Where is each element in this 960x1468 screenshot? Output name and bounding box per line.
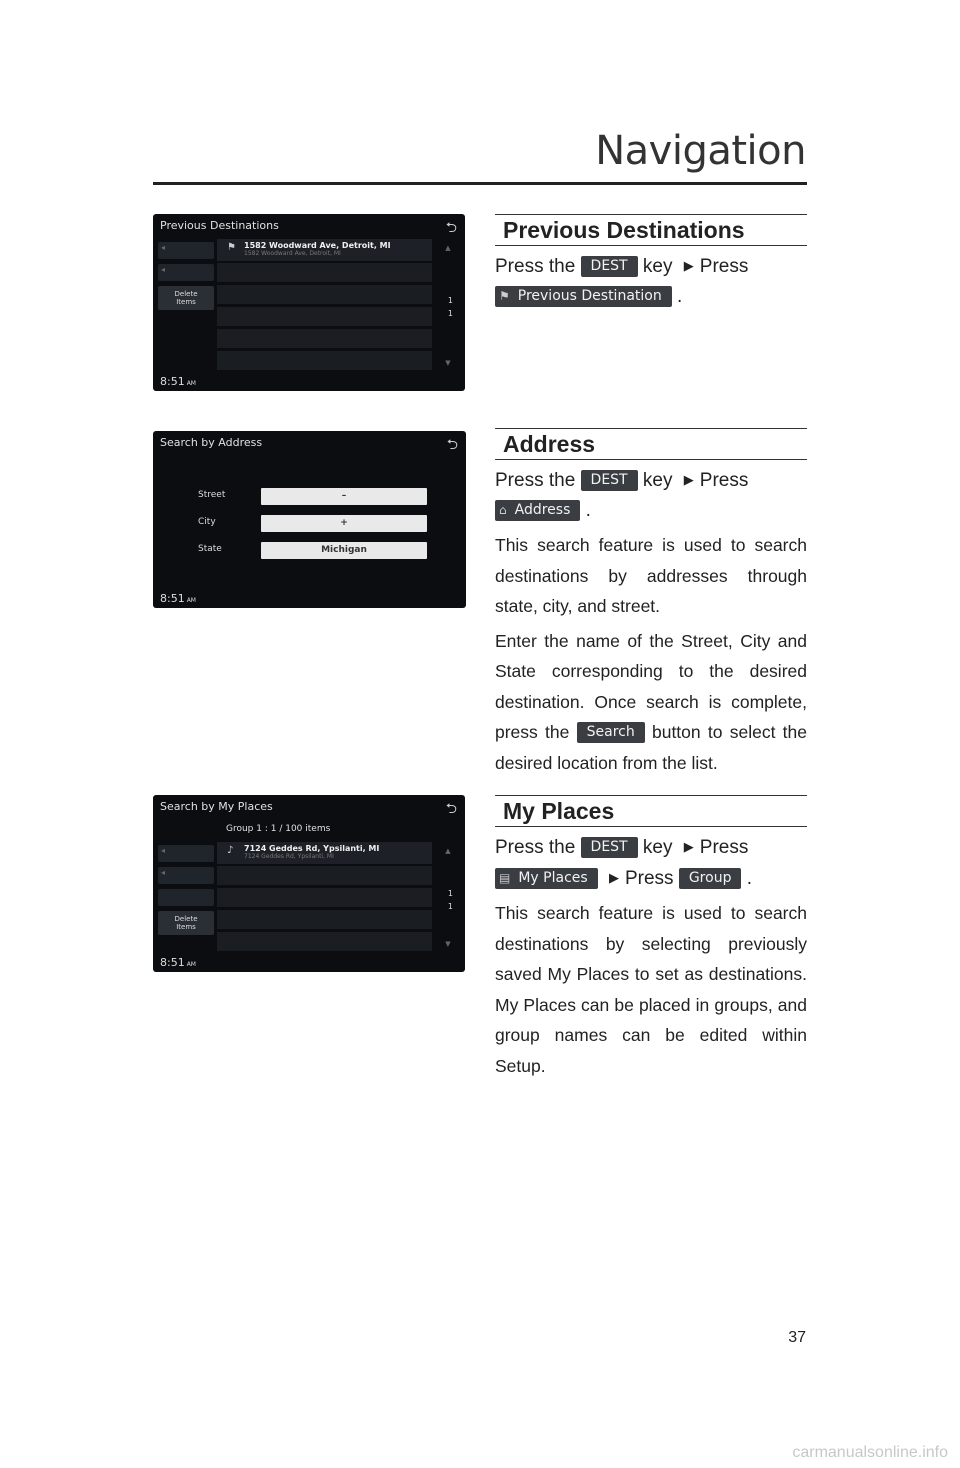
clock-ampm: AM xyxy=(186,597,196,604)
press-text: Press xyxy=(624,868,674,889)
page-number: 37 xyxy=(788,1329,806,1346)
state-field[interactable]: Michigan xyxy=(261,542,427,559)
clock xyxy=(160,592,196,605)
section-previous-destinations xyxy=(495,214,807,312)
dest-key-button: DEST xyxy=(581,256,638,277)
key-text: key xyxy=(642,470,673,491)
paragraph-text: button to select the desired location from the list. xyxy=(495,722,807,773)
screenshot-search-by-my-places xyxy=(153,795,465,972)
instruction xyxy=(495,832,807,894)
list-item[interactable] xyxy=(217,866,432,885)
list-item-subtitle: 7124 Geddes Rd, Ypsilanti, MI xyxy=(244,853,334,860)
list-item[interactable] xyxy=(217,329,432,348)
side-button[interactable] xyxy=(158,889,214,906)
paragraph-text: Enter the name of the Street, City and State corresponding to the desired destination. Once search is complete, press the xyxy=(495,630,807,742)
list-item-title: 7124 Geddes Rd, Ypsilanti, MI xyxy=(244,844,380,853)
list-item[interactable] xyxy=(217,842,432,864)
arrow-right-icon: ▶ xyxy=(683,258,694,273)
header-rule xyxy=(153,182,807,185)
clock-ampm: AM xyxy=(186,961,196,968)
period: . xyxy=(585,500,591,521)
list-item[interactable] xyxy=(217,307,432,326)
current-page: 1 xyxy=(447,296,453,305)
scroll-up-icon[interactable]: ▲ xyxy=(445,847,451,855)
press-text: Press xyxy=(699,837,749,858)
checkered-flag-icon: ⚑ xyxy=(499,289,510,303)
watermark: carmanualsonline.info xyxy=(792,1444,948,1461)
address-label: Address xyxy=(514,502,571,518)
arrow-right-icon: ▶ xyxy=(683,839,694,854)
clock-time: 8:51 xyxy=(160,375,185,388)
screen-title: Search by Address xyxy=(160,436,263,449)
delete-label: Delete xyxy=(174,915,198,923)
items-label: Items xyxy=(176,298,196,306)
list-item[interactable] xyxy=(217,932,432,951)
press-text: Press xyxy=(699,256,749,277)
press-the-text: Press the xyxy=(495,470,576,491)
instruction xyxy=(495,251,807,312)
key-text: key xyxy=(642,256,673,277)
section-heading: Address xyxy=(495,428,807,460)
current-page: 1 xyxy=(447,889,453,898)
previous-destination-button xyxy=(495,286,672,307)
key-text: key xyxy=(642,837,673,858)
back-arrow-icon[interactable]: ⮌ xyxy=(445,801,457,817)
dest-key-button: DEST xyxy=(581,470,638,491)
period: . xyxy=(677,286,683,307)
total-pages: 1 xyxy=(447,309,453,318)
dest-key-button: DEST xyxy=(581,837,638,858)
list-item[interactable] xyxy=(217,910,432,929)
clock xyxy=(160,375,196,388)
city-label: City xyxy=(198,517,216,527)
search-button: Search xyxy=(577,722,645,743)
scroll-up-icon[interactable]: ▲ xyxy=(445,244,451,252)
screenshot-search-by-address xyxy=(153,431,466,608)
street-field[interactable]: – xyxy=(261,488,427,505)
list-item[interactable] xyxy=(217,888,432,907)
home-icon: ⌂ xyxy=(499,503,507,517)
period: . xyxy=(746,868,753,889)
side-button[interactable] xyxy=(158,264,214,281)
paragraph: This search feature is used to search destinations by selecting previously saved My Places to set as destinations. My Places can be placed in groups, and group names can be edited within Setup. xyxy=(495,903,807,1076)
state-label: State xyxy=(198,544,222,554)
scroll-down-icon[interactable]: ▼ xyxy=(445,359,451,367)
screen-title: Search by My Places xyxy=(160,800,273,813)
screenshot-previous-destinations xyxy=(153,214,465,391)
list-item[interactable] xyxy=(217,263,432,282)
page-indicator xyxy=(448,887,453,913)
instruction xyxy=(495,465,807,526)
my-places-button xyxy=(495,868,598,889)
list-item[interactable] xyxy=(217,351,432,370)
previous-destination-label: Previous Destination xyxy=(517,288,662,304)
street-label: Street xyxy=(198,490,226,500)
music-note-icon: ♪ xyxy=(227,845,234,856)
section-heading: Previous Destinations xyxy=(495,214,807,246)
arrow-right-icon: ▶ xyxy=(683,472,694,487)
items-label: Items xyxy=(176,923,196,931)
checkered-flag-icon: ⚑ xyxy=(227,242,236,253)
list-item-subtitle: 1582 Woodward Ave, Detroit, MI xyxy=(244,250,341,257)
page-indicator xyxy=(448,294,453,320)
section-address xyxy=(495,428,807,778)
side-button[interactable] xyxy=(158,867,214,884)
address-button xyxy=(495,500,580,521)
arrow-right-icon: ▶ xyxy=(608,870,619,885)
clock-time: 8:51 xyxy=(160,956,185,969)
my-places-label: My Places xyxy=(518,870,588,886)
clock-ampm: AM xyxy=(186,380,196,387)
scroll-down-icon[interactable]: ▼ xyxy=(445,940,451,948)
group-button: Group xyxy=(679,868,742,889)
side-button[interactable] xyxy=(158,242,214,259)
screen-title: Previous Destinations xyxy=(160,219,279,232)
press-the-text: Press the xyxy=(495,256,576,277)
page-header-title: Navigation xyxy=(595,128,806,174)
list-item-title: 1582 Woodward Ave, Detroit, MI xyxy=(244,241,391,250)
press-text: Press xyxy=(699,470,749,491)
clock-time: 8:51 xyxy=(160,592,185,605)
list-item[interactable] xyxy=(217,285,432,304)
section-my-places xyxy=(495,795,807,1081)
back-arrow-icon[interactable]: ⮌ xyxy=(445,220,457,236)
city-field[interactable]: + xyxy=(261,515,427,532)
back-arrow-icon[interactable]: ⮌ xyxy=(446,437,458,453)
paragraph: This search feature is used to search destinations by addresses through state, city, and street. xyxy=(495,535,807,616)
folder-icon: ▤ xyxy=(499,871,511,885)
group-indicator: Group 1 : 1 / 100 items xyxy=(226,824,331,834)
total-pages: 1 xyxy=(447,902,453,911)
list-item[interactable] xyxy=(217,239,432,261)
clock xyxy=(160,956,196,969)
press-the-text: Press the xyxy=(495,837,576,858)
section-heading: My Places xyxy=(495,795,807,827)
delete-items-button[interactable] xyxy=(158,286,214,310)
side-button[interactable] xyxy=(158,845,214,862)
paragraph xyxy=(495,626,807,779)
delete-items-button[interactable] xyxy=(158,911,214,935)
delete-label: Delete xyxy=(174,290,198,298)
